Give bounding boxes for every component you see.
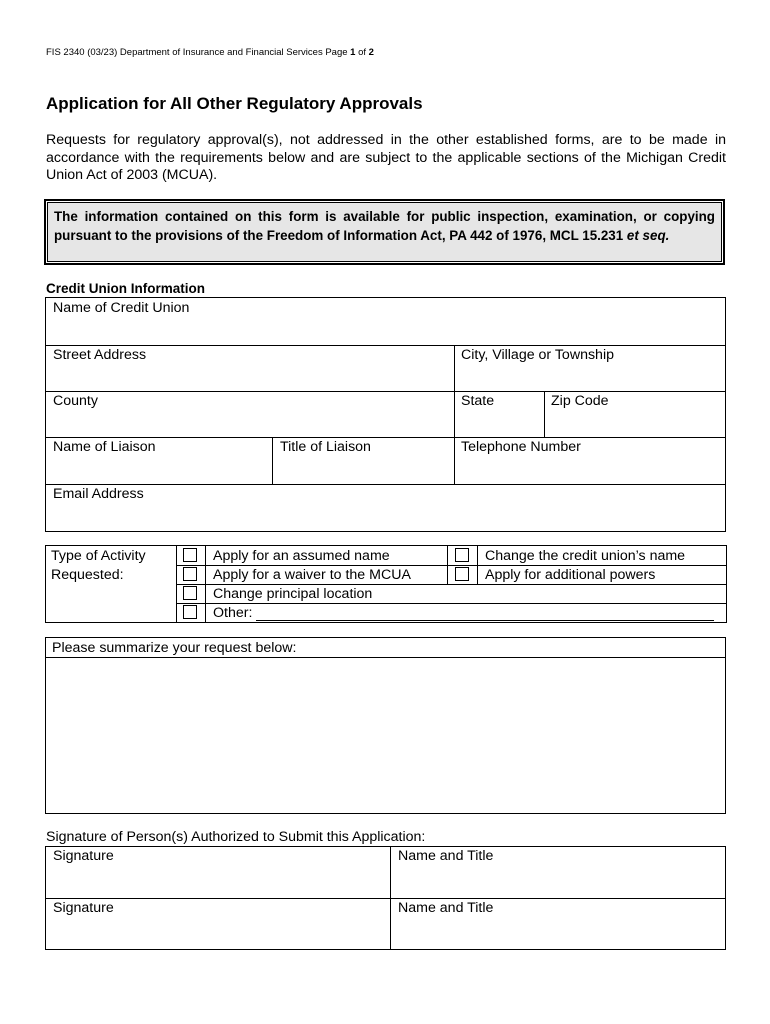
- zip-code-label: Zip Code: [551, 393, 609, 409]
- waiver-checkbox[interactable]: [183, 567, 197, 581]
- county-field[interactable]: [45, 391, 454, 437]
- telephone-label: Telephone Number: [461, 439, 581, 455]
- signature-label-2: Signature: [53, 900, 114, 916]
- other-option: Other:: [213, 605, 253, 621]
- page-of-text: of: [355, 47, 369, 58]
- liaison-name-field[interactable]: [45, 437, 272, 484]
- activity-label-line2: Requested:: [51, 567, 124, 583]
- other-checkbox[interactable]: [183, 605, 197, 619]
- signatures-heading: Signature of Person(s) Authorized to Submit this Application:: [46, 829, 426, 845]
- state-field[interactable]: [454, 391, 544, 437]
- email-label: Email Address: [53, 486, 144, 502]
- change-name-checkbox[interactable]: [455, 548, 469, 562]
- name-title-label-2: Name and Title: [398, 900, 494, 916]
- row-divider: [176, 565, 727, 566]
- activity-label-line1: Type of Activity: [51, 548, 146, 564]
- email-field[interactable]: [45, 484, 726, 532]
- credit-union-name-field[interactable]: [45, 297, 726, 345]
- summary-textarea[interactable]: [46, 658, 725, 813]
- page-total: 2: [368, 47, 374, 58]
- zip-code-field[interactable]: [544, 391, 726, 437]
- notice-text: The information contained on this form is available for public inspection, examination, or copying pursuant to the provisions of the Freedom of Information Act, PA 442 of 1976, MCL 15.231: [54, 209, 715, 243]
- signature-field-1[interactable]: [45, 846, 390, 898]
- principal-location-option: Change principal location: [213, 586, 373, 602]
- assumed-name-option: Apply for an assumed name: [213, 548, 390, 564]
- liaison-title-label: Title of Liaison: [280, 439, 371, 455]
- page-title: Application for All Other Regulatory Approvals: [46, 94, 423, 113]
- form-header: [46, 47, 374, 58]
- county-label: County: [53, 393, 98, 409]
- additional-powers-checkbox[interactable]: [455, 567, 469, 581]
- signature-label-1: Signature: [53, 848, 114, 864]
- foia-notice: [44, 199, 725, 265]
- notice-emphasis: et seq.: [626, 227, 670, 243]
- change-name-option: Change the credit union’s name: [485, 548, 686, 564]
- state-label: State: [461, 393, 495, 409]
- waiver-option: Apply for a waiver to the MCUA: [213, 567, 411, 583]
- name-title-label-1: Name and Title: [398, 848, 494, 864]
- intro-paragraph: Requests for regulatory approval(s), not addressed in the other established forms, are to be made in accordance with the requirements below and are subject to the applicable sections of the Michigan Credit Union Act of 2003 (MCUA).: [46, 132, 726, 183]
- city-label: City, Village or Township: [461, 347, 614, 363]
- liaison-name-label: Name of Liaison: [53, 439, 156, 455]
- credit-union-info-heading: Credit Union Information: [46, 281, 205, 296]
- assumed-name-checkbox[interactable]: [183, 548, 197, 562]
- street-address-label: Street Address: [53, 347, 147, 363]
- row-divider: [176, 603, 727, 604]
- row-divider: [176, 584, 727, 585]
- credit-union-name-label: Name of Credit Union: [53, 300, 190, 316]
- form-id-text: FIS 2340 (03/23) Department of Insurance and Financial Services Page: [46, 47, 351, 58]
- principal-location-checkbox[interactable]: [183, 586, 197, 600]
- city-field[interactable]: [454, 345, 726, 391]
- signature-field-2[interactable]: [45, 898, 390, 950]
- telephone-field[interactable]: [454, 437, 726, 484]
- other-input-line[interactable]: [256, 620, 714, 621]
- summary-label: Please summarize your request below:: [52, 640, 297, 656]
- name-title-field-1[interactable]: [390, 846, 726, 898]
- name-title-field-2[interactable]: [390, 898, 726, 950]
- street-address-field[interactable]: [45, 345, 454, 391]
- page-current: 1: [350, 47, 356, 58]
- liaison-title-field[interactable]: [272, 437, 454, 484]
- additional-powers-option: Apply for additional powers: [485, 567, 656, 583]
